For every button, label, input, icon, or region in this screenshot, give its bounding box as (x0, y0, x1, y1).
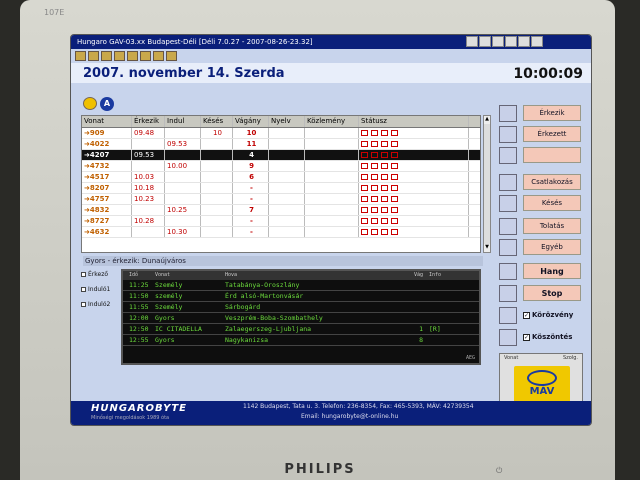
window-title: Hungaro GAV-03.xx Budapest-Déli [Déli 7.0.27 - 2007-08-26-23.32] (77, 38, 313, 46)
radio-departing1[interactable] (81, 282, 121, 297)
table-row[interactable] (82, 172, 480, 183)
status-icon[interactable] (361, 152, 368, 158)
other-button[interactable]: Egyéb (523, 239, 581, 255)
language (269, 227, 305, 237)
notice (305, 139, 359, 149)
notice (305, 205, 359, 215)
board-info (423, 280, 463, 290)
col-header-track[interactable]: Vágány (233, 116, 269, 127)
board-track: 8 (419, 336, 423, 344)
status-cell[interactable] (359, 183, 469, 193)
train-number (82, 216, 132, 226)
notice (305, 172, 359, 182)
arrival-time: 09.48 (132, 128, 165, 138)
departure-board (121, 269, 481, 365)
arrived-button[interactable]: Érkezett (523, 126, 581, 142)
mav-col-service: Szolg. (562, 355, 578, 361)
board-train-type: IC CITADELLA (155, 325, 202, 333)
col-header-delay[interactable]: Késés (201, 116, 233, 127)
arrival-time (132, 161, 165, 171)
board-time: 11:25 (129, 281, 149, 289)
status-icon[interactable] (381, 141, 388, 147)
table-row[interactable] (82, 139, 480, 150)
track-number: 10 (233, 128, 269, 138)
board-destination: Zalaegerszeg-Ljubljana (225, 325, 312, 333)
language (269, 183, 305, 193)
board-row[interactable] (123, 302, 479, 313)
train-number-text: 8727 (89, 217, 110, 225)
train-number (82, 227, 132, 237)
board-time: 12:55 (129, 336, 149, 344)
current-time: 10:00:09 (513, 66, 583, 82)
delay-minutes (201, 183, 233, 193)
arriving-button[interactable]: Érkezik (523, 105, 581, 121)
train-table (81, 115, 481, 253)
language (269, 194, 305, 204)
arrival-time (132, 205, 165, 215)
train-icon[interactable] (499, 105, 517, 122)
power-icon[interactable]: ⏻ (496, 466, 503, 475)
status-icon[interactable] (391, 229, 398, 235)
language (269, 150, 305, 160)
sun-icon[interactable] (83, 97, 97, 110)
col-header-status[interactable]: Státusz (359, 116, 469, 127)
exit-icon[interactable] (75, 51, 86, 61)
departure-time: 10.30 (165, 227, 201, 237)
status-icon[interactable] (391, 130, 398, 136)
arrival-time: 09.53 (132, 150, 165, 160)
circular-checkbox[interactable] (523, 311, 573, 319)
table-row[interactable] (82, 194, 480, 205)
status-icon[interactable] (361, 196, 368, 202)
status-icon[interactable] (371, 174, 378, 180)
empty-button[interactable] (523, 147, 581, 163)
shunting-row (499, 218, 591, 235)
departure-time (165, 183, 201, 193)
train-number (82, 172, 132, 182)
status-icon[interactable] (391, 152, 398, 158)
board-info (423, 335, 463, 345)
departure-time: 10.25 (165, 205, 201, 215)
status-icon[interactable] (361, 229, 368, 235)
arrow-icon: ➜ (84, 228, 90, 236)
language (269, 161, 305, 171)
arrow-icon: ➜ (84, 162, 90, 170)
stop-row (499, 285, 591, 302)
status-cell[interactable] (359, 161, 469, 171)
table-row[interactable] (82, 205, 480, 216)
mav-col-train: Vonat (504, 355, 519, 361)
window-icon[interactable] (518, 36, 530, 47)
app-screen (70, 34, 592, 426)
train-icon[interactable] (499, 126, 517, 143)
arrow-icon: ➜ (84, 217, 90, 225)
titlebar-icons (466, 36, 543, 47)
language (269, 139, 305, 149)
board-col-info: Info (429, 272, 442, 278)
table-row[interactable] (82, 216, 480, 227)
train-number (82, 139, 132, 149)
notice (305, 183, 359, 193)
scroll-down-icon[interactable]: ▼ (485, 244, 489, 250)
status-icon[interactable] (361, 130, 368, 136)
mav-header (500, 354, 582, 362)
board-destination: Veszprém-Boba-Szombathely (225, 314, 323, 322)
status-cell[interactable] (359, 150, 469, 160)
status-icon[interactable] (381, 196, 388, 202)
track-number: - (233, 227, 269, 237)
train-number-text: 4832 (89, 206, 110, 214)
status-cell[interactable] (359, 194, 469, 204)
delay-minutes (201, 227, 233, 237)
shunting-button[interactable]: Tolatás (523, 218, 581, 234)
sun-icon[interactable] (88, 51, 99, 61)
company-address: 1142 Budapest, Tata u. 3. Telefon: 236-8354, Fax: 465-5393, MÁV: 42739354 (243, 403, 474, 410)
arrival-time: 10.03 (132, 172, 165, 182)
col-header-departure[interactable]: Indul (165, 116, 201, 127)
status-icon[interactable] (371, 141, 378, 147)
board-train-type: Személy (155, 303, 183, 311)
col-header-notice[interactable]: Közlemény (305, 116, 359, 127)
pen-icon[interactable] (466, 36, 478, 47)
status-icon[interactable] (371, 130, 378, 136)
status-icon[interactable] (371, 229, 378, 235)
folder-icon[interactable] (140, 51, 151, 61)
folder-icon[interactable] (114, 51, 125, 61)
company-slogan: Minőségi megoldások 1989 óta (91, 415, 170, 421)
delay-minutes (201, 205, 233, 215)
board-row[interactable] (123, 324, 479, 335)
globe-icon[interactable] (499, 307, 517, 324)
board-radio-group (81, 267, 121, 339)
radio-dot-icon[interactable] (81, 287, 86, 292)
delay-minutes (201, 150, 233, 160)
arrived-done-row (499, 126, 591, 143)
help-icon[interactable] (166, 51, 177, 61)
status-icon[interactable] (371, 218, 378, 224)
board-train-type: személy (155, 292, 183, 300)
board-info: [R] (429, 325, 441, 333)
table-row[interactable] (82, 183, 480, 194)
departure-time (165, 172, 201, 182)
window-icon[interactable] (505, 36, 517, 47)
departure-time (165, 150, 201, 160)
status-cell[interactable] (359, 172, 469, 182)
arrow-icon: ➜ (84, 140, 90, 148)
status-icon[interactable] (381, 218, 388, 224)
delay-minutes (201, 194, 233, 204)
status-icon[interactable] (391, 141, 398, 147)
current-date: 2007. november 14. Szerda (83, 66, 285, 81)
other-row (499, 239, 591, 256)
board-row[interactable] (123, 313, 479, 324)
table-row[interactable] (82, 161, 480, 172)
table-row[interactable] (82, 150, 480, 161)
board-destination: Sárbogárd (225, 303, 261, 311)
train-number-text: 4517 (89, 173, 110, 181)
mode-icons (83, 97, 114, 111)
circular-row (499, 307, 591, 324)
train-number-text: 4207 (89, 151, 110, 159)
train-number-text: 4022 (89, 140, 110, 148)
train-number-text: 4757 (89, 195, 110, 203)
track-number: 9 (233, 161, 269, 171)
board-track: 1 (419, 325, 423, 333)
language (269, 205, 305, 215)
delay-minutes (201, 216, 233, 226)
board-row[interactable] (123, 335, 479, 346)
departure-time (165, 216, 201, 226)
status-icon[interactable] (361, 218, 368, 224)
track-number: - (233, 183, 269, 193)
board-col-track: Vág (413, 272, 423, 278)
heart-icon[interactable] (499, 329, 517, 346)
board-time: 12:50 (129, 325, 149, 333)
track-number: - (233, 194, 269, 204)
train-number (82, 194, 132, 204)
speaker-icon[interactable] (153, 51, 164, 61)
connection-icon[interactable] (499, 174, 517, 191)
delay-button[interactable]: Késés (523, 195, 581, 211)
board-info (423, 313, 463, 323)
train-number (82, 161, 132, 171)
board-train-type: Gyors (155, 314, 175, 322)
col-header-language[interactable]: Nyelv (269, 116, 305, 127)
board-time: 11:55 (129, 303, 149, 311)
mav-logo-text: MÁV (529, 386, 555, 397)
status-icon[interactable] (371, 185, 378, 191)
accessibility-icon[interactable]: A (100, 97, 114, 111)
board-header (123, 271, 479, 280)
train-number (82, 128, 132, 138)
list-icon[interactable] (479, 36, 491, 47)
checkbox-check-icon[interactable]: ✓ (524, 311, 530, 319)
arrow-icon: ➜ (84, 173, 90, 181)
arrival-time: 10.18 (132, 183, 165, 193)
sound-button[interactable]: Hang (523, 263, 581, 279)
board-col-destination: Hova (225, 272, 238, 278)
board-track (403, 291, 423, 301)
arrived-row (499, 105, 591, 122)
scroll-up-icon[interactable]: ▲ (485, 116, 489, 122)
table-header (82, 116, 480, 128)
departure-time: 09.53 (165, 139, 201, 149)
status-icon[interactable] (381, 163, 388, 169)
status-icon[interactable] (391, 218, 398, 224)
status-cell[interactable] (359, 216, 469, 226)
footer (71, 401, 592, 425)
arrow-icon: ➜ (84, 151, 90, 159)
speaker-icon[interactable] (499, 263, 517, 280)
status-icon[interactable] (361, 163, 368, 169)
status-icon[interactable] (381, 130, 388, 136)
col-header-train[interactable]: Vonat (82, 116, 132, 127)
board-col-train: Vonat (155, 272, 171, 278)
delay-minutes (201, 139, 233, 149)
track-number: 4 (233, 150, 269, 160)
window-titlebar (71, 35, 591, 49)
track-number: - (233, 216, 269, 226)
arrow-icon: ➜ (84, 195, 90, 203)
delay-minutes: 10 (201, 128, 233, 138)
arrival-time: 10.23 (132, 194, 165, 204)
board-time: 11:50 (129, 292, 149, 300)
status-icon[interactable] (361, 174, 368, 180)
board-footer: AEG (465, 355, 475, 361)
board-body (123, 280, 479, 346)
language (269, 172, 305, 182)
col-header-arrival[interactable]: Érkezik (132, 116, 165, 127)
arrival-time (132, 227, 165, 237)
radio-arriving[interactable] (81, 267, 121, 282)
board-track (403, 302, 423, 312)
train-number-text: 909 (89, 129, 105, 137)
blank-icon[interactable] (499, 147, 517, 164)
notice (305, 216, 359, 226)
radio-departing2[interactable] (81, 297, 121, 312)
monitor-model: 107E (44, 8, 65, 17)
notice (305, 161, 359, 171)
delay-row (499, 195, 591, 212)
status-icon[interactable] (391, 163, 398, 169)
arrival-time: 10.28 (132, 216, 165, 226)
arrow-icon: ➜ (84, 129, 90, 137)
greeting-row (499, 329, 591, 346)
sound-row (499, 263, 591, 280)
connection-row (499, 174, 591, 191)
table-body (82, 128, 480, 238)
status-icon[interactable] (391, 196, 398, 202)
board-col-time: Idő (129, 272, 139, 278)
status-cell[interactable] (359, 128, 469, 138)
window-icon[interactable] (492, 36, 504, 47)
notice (305, 128, 359, 138)
board-info (423, 302, 463, 312)
board-destination: Érd alsó-Martonvásár (225, 292, 304, 300)
board-row[interactable] (123, 280, 479, 291)
board-track (403, 280, 423, 290)
status-icon[interactable] (391, 185, 398, 191)
toolbar (75, 51, 177, 61)
departure-time (165, 128, 201, 138)
delay-minutes (201, 161, 233, 171)
table-row[interactable] (82, 227, 480, 238)
radio-dot-icon[interactable] (81, 272, 86, 277)
arrow-icon: ➜ (84, 206, 90, 214)
greeting-checkbox[interactable] (523, 333, 572, 341)
status-icon[interactable] (391, 174, 398, 180)
radio-label: Érkező (88, 271, 109, 278)
train-number-text: 8207 (89, 184, 110, 192)
greeting-label: Köszöntés (532, 333, 573, 341)
radio-label: Induló1 (88, 286, 111, 293)
track-number: 6 (233, 172, 269, 182)
table-row[interactable] (82, 128, 480, 139)
status-icon[interactable] (371, 152, 378, 158)
delay-minutes (201, 172, 233, 182)
checkbox-check-icon[interactable]: ✓ (524, 333, 530, 341)
folder-icon[interactable] (127, 51, 138, 61)
train-number (82, 183, 132, 193)
radio-label: Induló2 (88, 301, 111, 308)
notice (305, 227, 359, 237)
circular-label: Körözvény (532, 311, 574, 319)
departure-time (165, 194, 201, 204)
train-number (82, 205, 132, 215)
status-icon[interactable] (391, 207, 398, 213)
status-icon[interactable] (361, 141, 368, 147)
winged-wheel-icon (527, 370, 557, 386)
radio-dot-icon[interactable] (81, 302, 86, 307)
connection-button[interactable]: Csatlakozás (523, 174, 581, 190)
status-icon[interactable] (381, 174, 388, 180)
other-icon[interactable] (499, 239, 517, 256)
board-row[interactable] (123, 291, 479, 302)
status-icon[interactable] (371, 163, 378, 169)
status-icon[interactable] (371, 207, 378, 213)
board-destination: Tatabánya-Oroszlány (225, 281, 300, 289)
clock-icon[interactable] (499, 195, 517, 212)
status-icon[interactable] (381, 152, 388, 158)
company-logo: HUNGAROBYTE (91, 403, 187, 414)
status-icon[interactable] (381, 229, 388, 235)
status-cell[interactable] (359, 227, 469, 237)
train-number (82, 150, 132, 160)
board-info (423, 291, 463, 301)
board-destination: Nagykanizsa (225, 336, 269, 344)
arrow-icon: ➜ (84, 184, 90, 192)
window-icon[interactable] (531, 36, 543, 47)
empty-row (499, 147, 591, 164)
status-icon[interactable] (361, 185, 368, 191)
track-number: 7 (233, 205, 269, 215)
monitor-brand: PHILIPS (284, 462, 356, 477)
stop-button[interactable]: Stop (523, 285, 581, 301)
announcement-label: Gyors - érkezik: Dunaújváros (83, 256, 483, 266)
language (269, 128, 305, 138)
train-icon[interactable] (101, 51, 112, 61)
date-header (71, 63, 591, 83)
table-scrollbar[interactable] (483, 115, 491, 253)
stop-icon[interactable] (499, 285, 517, 302)
status-cell[interactable] (359, 205, 469, 215)
board-time: 12:00 (129, 314, 149, 322)
notice (305, 150, 359, 160)
status-icon[interactable] (381, 185, 388, 191)
language (269, 216, 305, 226)
arrival-time (132, 139, 165, 149)
departure-time: 10.00 (165, 161, 201, 171)
company-email: Email: hungarobyte@t-online.hu (301, 413, 399, 420)
train-number-text: 4632 (89, 228, 110, 236)
status-icon[interactable] (371, 196, 378, 202)
status-cell[interactable] (359, 139, 469, 149)
shunting-icon[interactable] (499, 218, 517, 235)
board-train-type: Gyors (155, 336, 175, 344)
board-train-type: Személy (155, 281, 183, 289)
status-icon[interactable] (381, 207, 388, 213)
board-track (403, 313, 423, 323)
status-icon[interactable] (361, 207, 368, 213)
track-number: 11 (233, 139, 269, 149)
train-number-text: 4732 (89, 162, 110, 170)
notice (305, 194, 359, 204)
